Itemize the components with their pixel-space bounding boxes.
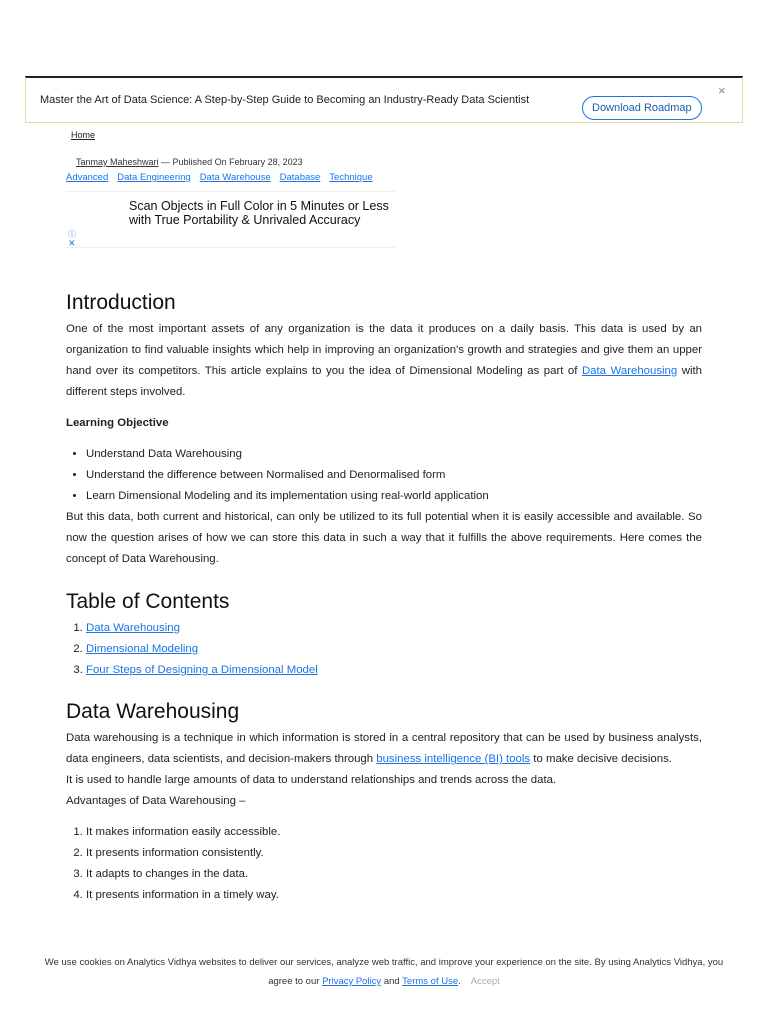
intro-text-end: with different steps involved. — [66, 365, 703, 398]
list-item: 4. It presents information in a timely way. — [86, 885, 702, 906]
article-content — [66, 290, 702, 906]
dw-text-end: to make decisive decisions. — [530, 753, 672, 765]
tag-database[interactable]: Database — [279, 172, 321, 183]
tag-data-engineering[interactable]: Data Engineering — [117, 172, 191, 183]
tag-list — [66, 172, 373, 183]
introduction-heading: Introduction — [66, 291, 176, 314]
cookie-text: We use cookies on Analytics Vidhya websites to deliver our services, analyze web traffic, and improve your experience on the site. By using Analytics Vidhya, you agree to our — [44, 957, 724, 987]
published-date: — Published On February 28, 2023 — [158, 157, 303, 167]
dw-advantages-intro: Advantages of Data Warehousing – — [66, 795, 246, 807]
ad-text[interactable]: Scan Objects in Full Color in 5 Minutes or Less with True Portability & Unrivaled Accuracy — [129, 199, 389, 227]
toc-list — [66, 618, 702, 681]
download-roadmap-button[interactable]: Download Roadmap — [582, 96, 702, 120]
ad-close-icon[interactable]: ✕ — [68, 238, 76, 248]
promo-banner — [25, 76, 743, 123]
cookie-banner — [0, 950, 768, 1024]
advantages-list — [66, 822, 702, 906]
toc-link-four-steps[interactable]: Four Steps of Designing a Dimensional Model — [86, 664, 318, 676]
dw-paragraph — [66, 728, 702, 770]
bi-tools-link[interactable]: business intelligence (BI) tools — [376, 753, 531, 765]
accept-button[interactable]: Accept — [470, 976, 500, 987]
breadcrumb-home-link[interactable]: Home — [71, 130, 96, 140]
intro-paragraph — [66, 319, 702, 403]
article-byline — [76, 157, 303, 167]
tag-data-warehouse[interactable]: Data Warehouse — [199, 172, 271, 183]
list-item: • Understand the difference between Normalised and Denormalised form — [86, 465, 702, 486]
list-item: 2. It presents information consistently. — [86, 843, 702, 864]
breadcrumb — [71, 130, 95, 140]
list-item: 1. It makes information easily accessible. — [86, 822, 702, 843]
ad-info-icon[interactable]: ⓘ — [68, 230, 76, 239]
toc-link-data-warehousing[interactable]: Data Warehousing — [86, 622, 180, 634]
objectives-list — [66, 444, 702, 507]
ad-block[interactable] — [66, 191, 395, 248]
dw-text: Data warehousing is a technique in which information is stored in a central repository that can be used by business analysts, data engineers, data scientists, and decision-makers through — [66, 732, 702, 765]
toc-link-dimensional-modeling[interactable]: Dimensional Modeling — [86, 643, 199, 655]
close-icon[interactable]: × — [718, 83, 726, 98]
tag-advanced[interactable]: Advanced — [66, 172, 109, 183]
data-warehousing-heading: Data Warehousing — [66, 700, 240, 723]
intro-text: One of the most important assets of any organization is the data it produces on a daily basis. This data is used by an organization to find valuable insights which help in improving an organization's growth and strategies and give them an upper hand over its competitors. This article explains to you the idea of Dimensional Modeling as part of — [66, 323, 702, 377]
cookie-period: . — [458, 976, 461, 987]
list-item: • Understand Data Warehousing — [86, 444, 702, 465]
intro-paragraph-2: But this data, both current and historical, can only be utilized to its full potential when it is easily accessible and available. So now the question arises of how we can store this data in such a way that it fulfills the above requirements. Here comes the concept of Data Warehousing. — [66, 511, 702, 565]
list-item: 3. It adapts to changes in the data. — [86, 864, 702, 885]
list-item — [86, 618, 702, 639]
author-link[interactable]: Tanmay Maheshwari — [76, 157, 159, 167]
learning-objective-heading: Learning Objective — [66, 417, 169, 429]
list-item: • Learn Dimensional Modeling and its implementation using real-world application — [86, 486, 702, 507]
promo-banner-text: Master the Art of Data Science: A Step-by-Step Guide to Becoming an Industry-Ready Data Scientist — [40, 94, 530, 106]
privacy-policy-link[interactable]: Privacy Policy — [322, 976, 382, 987]
list-item — [86, 660, 702, 681]
terms-of-use-link[interactable]: Terms of Use — [402, 976, 459, 987]
cookie-and: and — [381, 976, 403, 987]
toc-heading: Table of Contents — [66, 590, 230, 613]
list-item — [86, 639, 702, 660]
dw-paragraph-2: It is used to handle large amounts of data to understand relationships and trends across the data. — [66, 774, 557, 786]
data-warehousing-link[interactable]: Data Warehousing — [581, 365, 678, 377]
tag-technique[interactable]: Technique — [329, 172, 373, 183]
